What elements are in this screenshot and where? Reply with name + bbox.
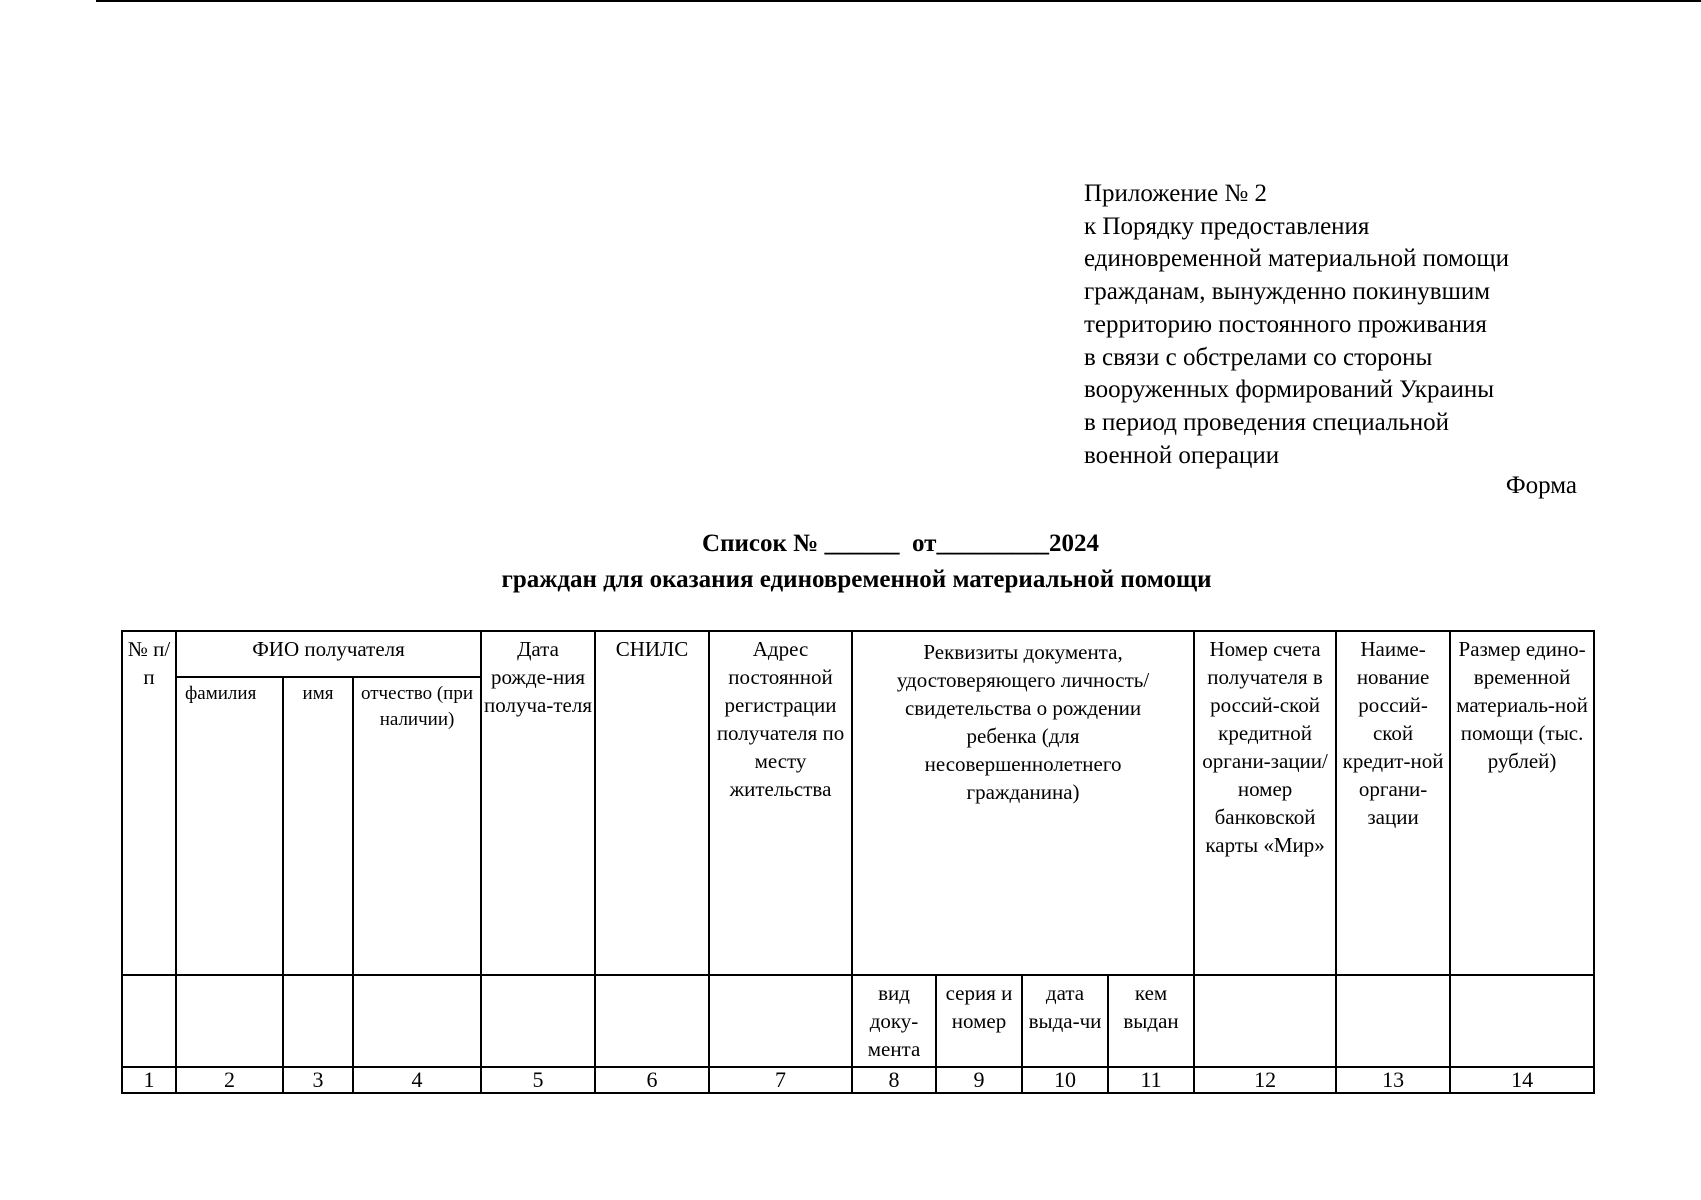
column-number: 12 (1194, 1067, 1336, 1093)
header-snils: СНИЛС (595, 631, 709, 975)
appendix-line: единовременной материальной помощи (1084, 245, 1509, 273)
header-amount: Размер едино-временной материаль-ной помощи (тыс. рублей) (1450, 631, 1594, 975)
empty-cell (481, 975, 595, 1067)
appendix-line: к Порядку предоставления (1084, 212, 1370, 240)
column-number: 1 (122, 1067, 176, 1093)
appendix-line: вооруженных формирований Украины (1084, 376, 1495, 404)
header-doc-series: серия и номер (936, 975, 1022, 1067)
recipients-table (121, 630, 1595, 1094)
column-number: 5 (481, 1067, 595, 1093)
appendix-line: Приложение № 2 (1084, 180, 1268, 207)
appendix-line: территорию постоянного проживания (1084, 310, 1487, 338)
column-number: 3 (283, 1067, 353, 1093)
header-num: № п/ п (122, 631, 176, 975)
column-number: 13 (1336, 1067, 1450, 1093)
column-number: 14 (1450, 1067, 1594, 1093)
empty-cell (283, 975, 353, 1067)
empty-cell (1336, 975, 1450, 1067)
header-row-1 (122, 631, 1594, 677)
column-number: 10 (1022, 1067, 1108, 1093)
empty-cell (595, 975, 709, 1067)
document-subtitle: граждан для оказания единовременной материальной помощи (501, 566, 1212, 593)
form-label: Форма (1505, 472, 1577, 499)
appendix-line: в связи с обстрелами со стороны (1084, 343, 1433, 371)
document-title: Список № ______ от_________2024 (702, 530, 1099, 557)
empty-cell (1194, 975, 1336, 1067)
header-address: Адрес постоянной регистрации получателя по месту жительства (709, 631, 852, 975)
column-number: 9 (936, 1067, 1022, 1093)
header-doc-date: дата выда-чи (1022, 975, 1108, 1067)
column-number: 2 (176, 1067, 283, 1093)
header-fio: ФИО получателя (176, 631, 481, 677)
header-name: имя (283, 677, 353, 975)
column-number: 11 (1108, 1067, 1194, 1093)
empty-cell (122, 975, 176, 1067)
header-doc-issuer: кем выдан (1108, 975, 1194, 1067)
column-number: 4 (353, 1067, 481, 1093)
header-document: Реквизиты документа, удостоверяющего личность/свидетельства о рождении ребенка (для несовершеннолетнего гражданина) (852, 631, 1194, 975)
column-number: 6 (595, 1067, 709, 1093)
empty-cell (1450, 975, 1594, 1067)
header-bank: Наиме-нование россий-ской кредит-ной органи-зации (1336, 631, 1450, 975)
appendix-line: гражданам, вынужденно покинувшим (1084, 278, 1491, 306)
appendix-line: в период проведения специальной (1084, 408, 1450, 436)
appendix-line: военной операции (1084, 441, 1280, 469)
empty-cell (709, 975, 852, 1067)
column-numbers-row (122, 1067, 1594, 1093)
empty-cell (176, 975, 283, 1067)
header-birthdate: Дата рожде-ния получа-теля (481, 631, 595, 975)
header-doc-type: вид доку-мента (852, 975, 936, 1067)
header-patronymic: отчество (при наличии) (353, 677, 481, 975)
top-border-line (96, 0, 1701, 2)
header-surname: фамилия (176, 677, 283, 975)
empty-cell (353, 975, 481, 1067)
column-number: 7 (709, 1067, 852, 1093)
header-row-3 (122, 975, 1594, 1067)
header-account: Номер счета получателя в россий-ской кредитной органи-зации/ номер банковской карты «Мир» (1194, 631, 1336, 975)
column-number: 8 (852, 1067, 936, 1093)
appendix-header (1084, 178, 1644, 472)
